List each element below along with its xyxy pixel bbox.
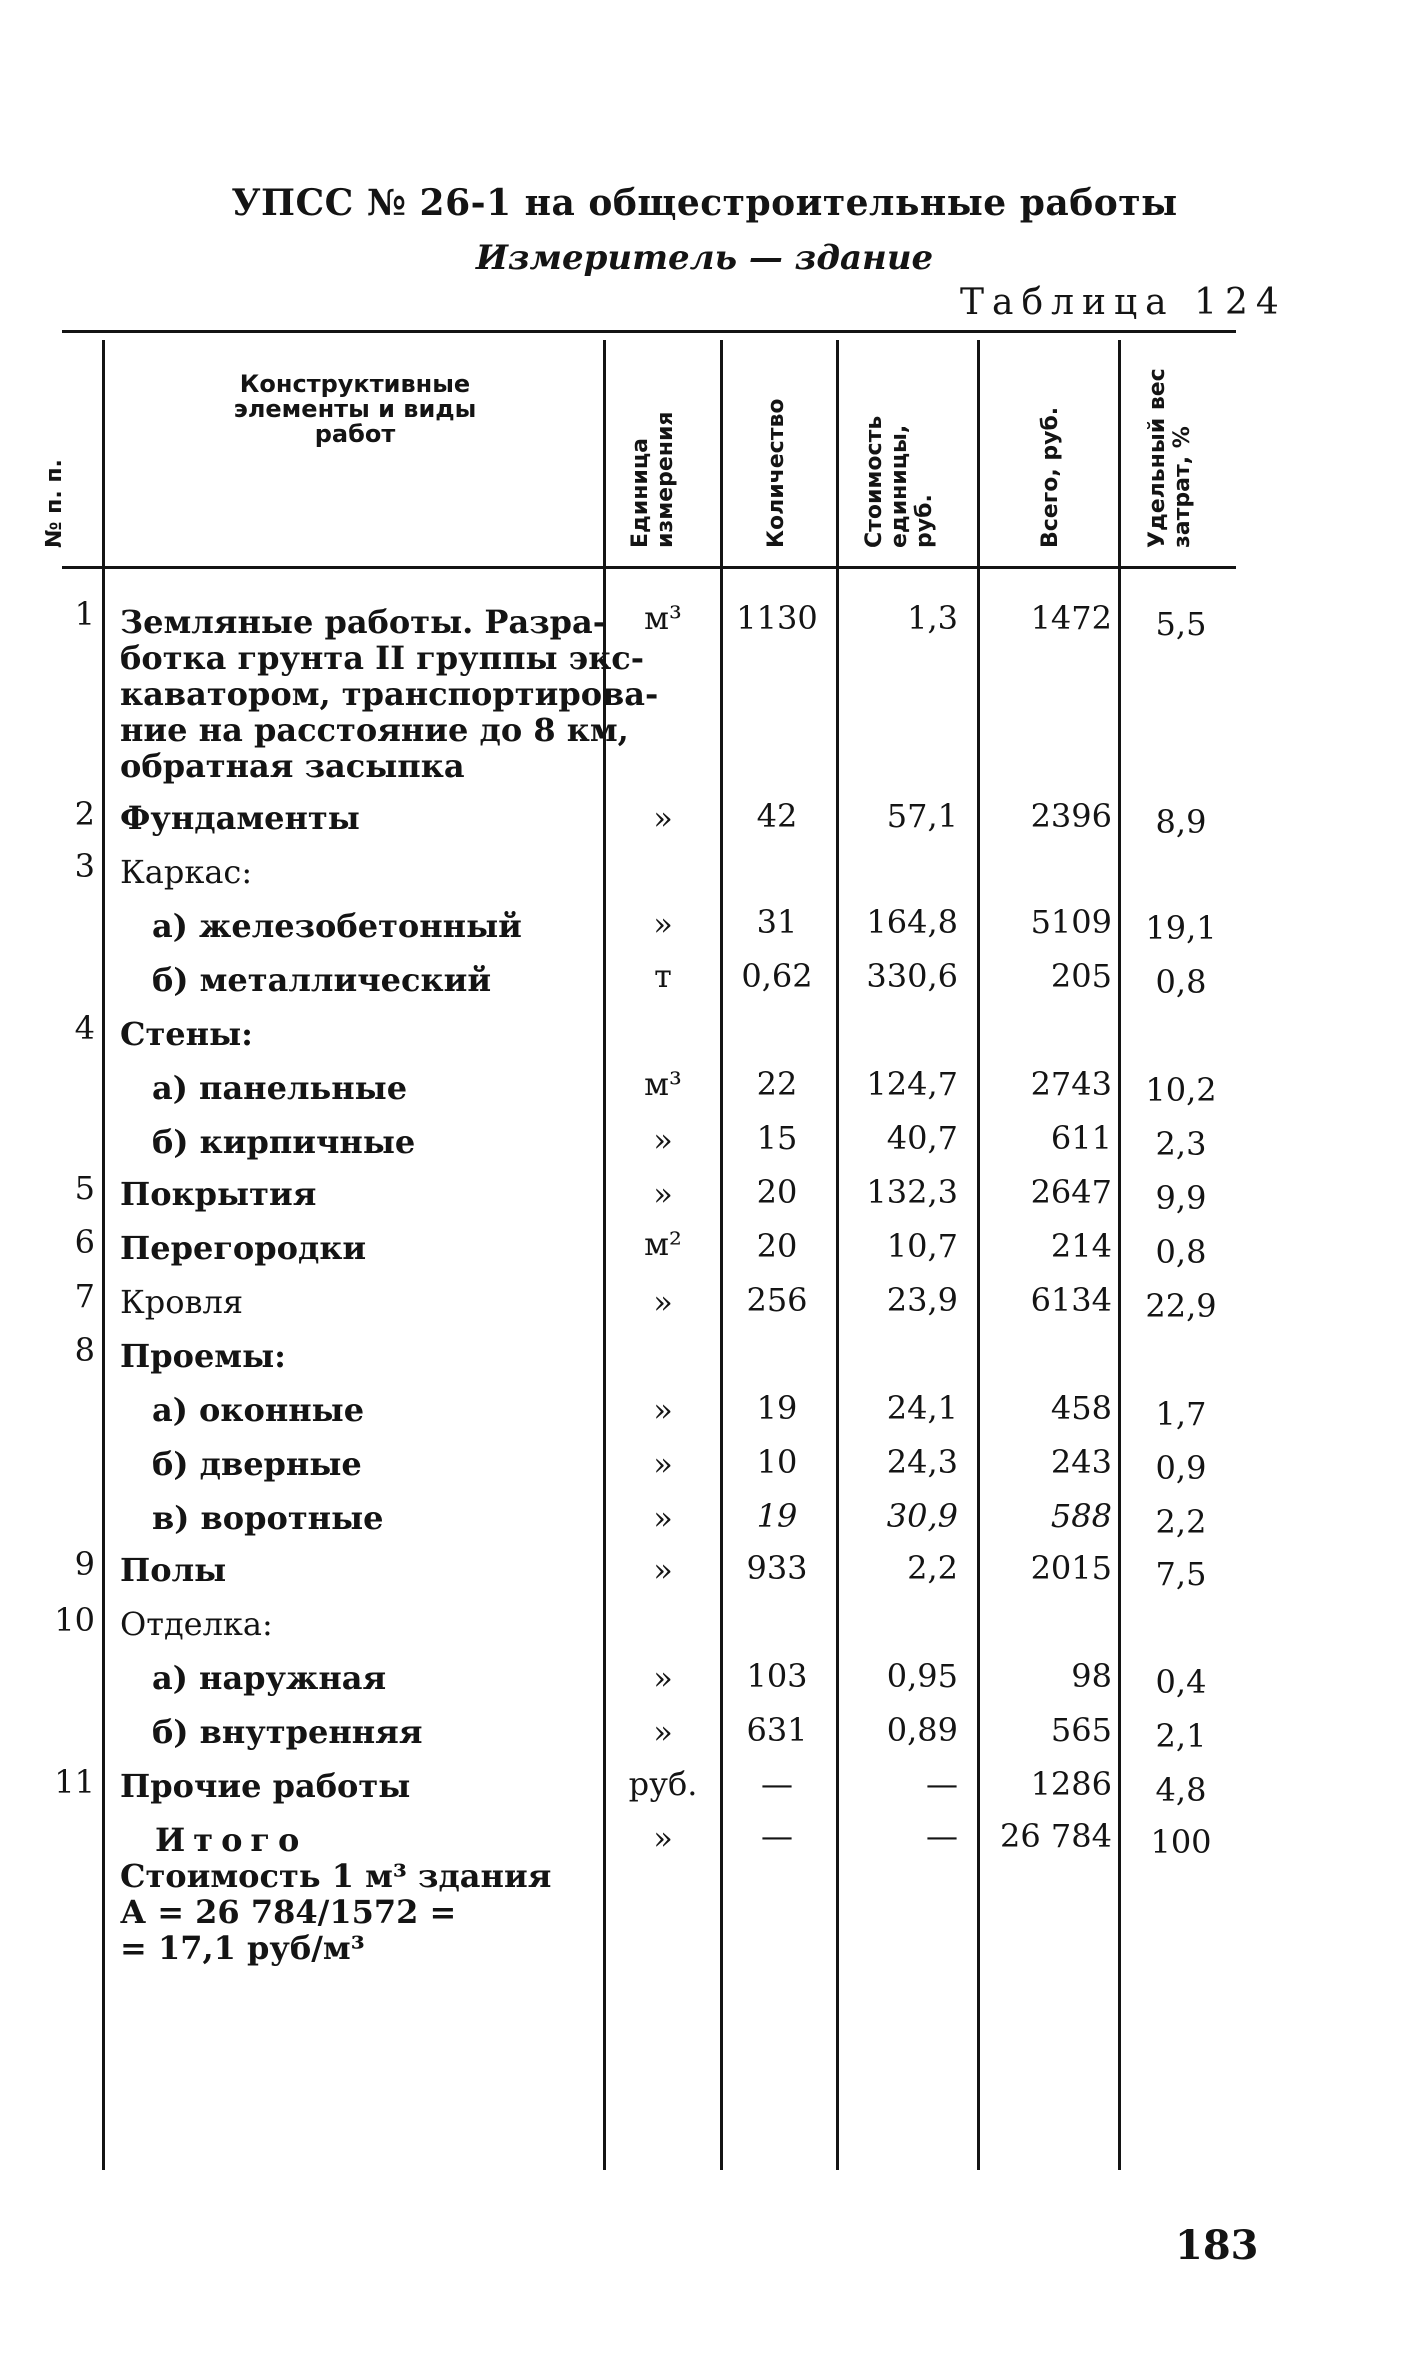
row-total: 205 xyxy=(1050,957,1112,995)
row-qty: 22 xyxy=(756,1065,798,1103)
row-share: 2,3 xyxy=(1155,1125,1207,1163)
row-share: 2,2 xyxy=(1155,1503,1207,1541)
header-share xyxy=(1145,343,1195,548)
row-unit: » xyxy=(653,1283,673,1321)
total-cost: — xyxy=(926,1817,958,1855)
row-cost: 124,7 xyxy=(866,1065,958,1103)
row-1-name-line-1: Земляные работы. Разра- xyxy=(120,603,607,641)
row-unit: м³ xyxy=(644,1065,682,1103)
row-unit: » xyxy=(653,1391,673,1429)
row-total: 2647 xyxy=(1030,1173,1112,1211)
row-cost: 132,3 xyxy=(866,1173,958,1211)
row-name: Прочие работы xyxy=(120,1767,411,1805)
row-num: 9 xyxy=(74,1545,95,1583)
row-cost: 30,9 xyxy=(886,1497,958,1535)
row-name: Перегородки xyxy=(120,1229,367,1267)
row-1-qty: 1130 xyxy=(736,599,818,637)
row-name: Покрытия xyxy=(120,1175,317,1213)
row-1-name-line-2: ботка грунта II группы экс- xyxy=(120,639,645,677)
row-name: Кровля xyxy=(120,1283,244,1321)
total-qty: — xyxy=(761,1817,793,1855)
row-qty: 42 xyxy=(756,797,798,835)
header-rule xyxy=(62,566,1236,569)
row-num: 11 xyxy=(54,1763,95,1801)
row-num: 4 xyxy=(74,1009,95,1047)
row-unit: » xyxy=(653,799,673,837)
row-total: 98 xyxy=(1071,1657,1112,1695)
row-name: б) дверные xyxy=(152,1445,362,1483)
row-name: б) кирпичные xyxy=(152,1123,416,1161)
total-note-line-2: А = 26 784/1572 = xyxy=(120,1893,457,1931)
row-num: 7 xyxy=(74,1277,95,1315)
row-cost: 10,7 xyxy=(886,1227,958,1265)
row-unit: » xyxy=(653,1121,673,1159)
row-unit: » xyxy=(653,1175,673,1213)
row-share: 0,8 xyxy=(1155,1233,1207,1271)
header-num: № п. п. xyxy=(42,459,67,548)
row-total: 2396 xyxy=(1030,797,1112,835)
row-unit: м² xyxy=(644,1225,682,1263)
row-share: 22,9 xyxy=(1145,1287,1217,1325)
row-total: 588 xyxy=(1050,1497,1112,1535)
row-num: 5 xyxy=(74,1169,95,1207)
row-1-total: 1472 xyxy=(1030,599,1112,637)
header-total: Всего, руб. xyxy=(1038,406,1063,548)
page-title: УПСС № 26-1 на общестроительные работы xyxy=(231,182,1178,224)
row-num: 6 xyxy=(74,1223,95,1261)
row-cost: 57,1 xyxy=(886,797,958,835)
row-unit: » xyxy=(653,905,673,943)
row-1-num: 1 xyxy=(74,595,95,633)
row-share: 8,9 xyxy=(1155,803,1207,841)
header-share-text: Удельный вес затрат, % xyxy=(1145,368,1195,548)
row-num: 2 xyxy=(74,795,95,833)
row-unit: т xyxy=(654,957,672,995)
row-qty: 31 xyxy=(756,903,798,941)
total-share: 100 xyxy=(1150,1823,1212,1861)
row-share: 0,4 xyxy=(1155,1663,1207,1701)
row-name: а) оконные xyxy=(152,1391,365,1429)
row-total: 214 xyxy=(1050,1227,1112,1265)
row-num: 10 xyxy=(54,1601,95,1639)
row-cost: 164,8 xyxy=(866,903,958,941)
table-label: Таблица 124 xyxy=(960,282,1287,323)
row-share: 10,2 xyxy=(1145,1071,1217,1109)
row-qty: 15 xyxy=(756,1119,798,1157)
page-number: 183 xyxy=(1175,2222,1259,2269)
row-qty: 0,62 xyxy=(741,957,813,995)
row-unit: » xyxy=(653,1499,673,1537)
top-rule xyxy=(62,330,1236,333)
row-cost: 24,1 xyxy=(886,1389,958,1427)
page-subtitle: Измеритель — здание xyxy=(475,238,934,278)
header-unit-cost-text: Стоимость единицы, руб. xyxy=(862,415,937,548)
row-name: Полы xyxy=(120,1551,227,1589)
row-qty: 19 xyxy=(756,1389,798,1427)
total-note-line-3: = 17,1 руб/м³ xyxy=(120,1929,365,1967)
row-1-name-line-3: каватором, транспортирова- xyxy=(120,675,659,713)
col-line-1 xyxy=(102,340,105,2170)
row-unit: » xyxy=(653,1551,673,1589)
row-share: 1,7 xyxy=(1155,1395,1207,1433)
row-total: 2743 xyxy=(1030,1065,1112,1103)
row-1-name-line-4: ние на расстояние до 8 км, xyxy=(120,711,629,749)
row-cost: 2,2 xyxy=(907,1549,958,1587)
row-1-share: 5,5 xyxy=(1155,605,1207,643)
row-unit: » xyxy=(653,1713,673,1751)
row-total: 458 xyxy=(1050,1389,1112,1427)
row-cost: 40,7 xyxy=(886,1119,958,1157)
row-name: Проемы: xyxy=(120,1337,286,1375)
row-cost: 24,3 xyxy=(886,1443,958,1481)
row-1-cost: 1,3 xyxy=(907,599,958,637)
row-name: Каркас: xyxy=(120,853,253,891)
total-note-line-1: Стоимость 1 м³ здания xyxy=(120,1857,552,1895)
row-1-name-line-5: обратная засыпка xyxy=(120,747,465,785)
row-name: Стены: xyxy=(120,1015,253,1053)
row-name: в) воротные xyxy=(152,1499,384,1537)
header-unit-cost xyxy=(862,378,937,548)
row-share: 4,8 xyxy=(1155,1771,1207,1809)
row-name: а) железобетонный xyxy=(152,907,522,945)
row-total: 2015 xyxy=(1030,1549,1112,1587)
row-share: 19,1 xyxy=(1145,909,1217,947)
row-qty: 933 xyxy=(746,1549,808,1587)
row-name: Фундаменты xyxy=(120,799,360,837)
row-share: 0,9 xyxy=(1155,1449,1207,1487)
row-cost: 23,9 xyxy=(886,1281,958,1319)
total-label: Итого xyxy=(155,1821,308,1859)
row-cost: 330,6 xyxy=(866,957,958,995)
row-name: б) металлический xyxy=(152,961,492,999)
row-share: 9,9 xyxy=(1155,1179,1207,1217)
row-share: 7,5 xyxy=(1155,1555,1207,1593)
row-name: а) наружная xyxy=(152,1659,387,1697)
total-sum: 26 784 xyxy=(1000,1817,1112,1855)
row-total: 565 xyxy=(1050,1711,1112,1749)
row-qty: 256 xyxy=(746,1281,808,1319)
header-unit xyxy=(628,348,678,548)
row-qty: 20 xyxy=(756,1173,798,1211)
row-total: 5109 xyxy=(1030,903,1112,941)
row-total: 6134 xyxy=(1030,1281,1112,1319)
header-name: Конструктивные элементы и виды работ xyxy=(233,370,477,448)
row-num: 3 xyxy=(74,847,95,885)
row-unit: руб. xyxy=(628,1765,698,1803)
row-total: 243 xyxy=(1050,1443,1112,1481)
row-name: б) внутренняя xyxy=(152,1713,423,1751)
row-cost: — xyxy=(926,1765,958,1803)
row-qty: 20 xyxy=(756,1227,798,1265)
total-unit: » xyxy=(653,1819,673,1857)
row-1-unit: м³ xyxy=(644,599,682,637)
row-qty: 10 xyxy=(756,1443,798,1481)
row-qty: — xyxy=(761,1765,793,1803)
row-total: 1286 xyxy=(1030,1765,1112,1803)
row-qty: 631 xyxy=(746,1711,808,1749)
col-line-6 xyxy=(1118,340,1121,2170)
row-unit: » xyxy=(653,1659,673,1697)
row-name: а) панельные xyxy=(152,1069,408,1107)
row-qty: 19 xyxy=(756,1497,798,1535)
header-unit-text: Единица измерения xyxy=(628,411,678,548)
col-line-4 xyxy=(836,340,839,2170)
row-unit: » xyxy=(653,1445,673,1483)
row-cost: 0,89 xyxy=(886,1711,958,1749)
row-num: 8 xyxy=(74,1331,95,1369)
row-share: 2,1 xyxy=(1155,1717,1207,1755)
row-total: 611 xyxy=(1050,1119,1112,1157)
row-share: 0,8 xyxy=(1155,963,1207,1001)
row-cost: 0,95 xyxy=(886,1657,958,1695)
row-name: Отделка: xyxy=(120,1605,273,1643)
row-qty: 103 xyxy=(746,1657,808,1695)
header-qty: Количество xyxy=(764,398,789,548)
